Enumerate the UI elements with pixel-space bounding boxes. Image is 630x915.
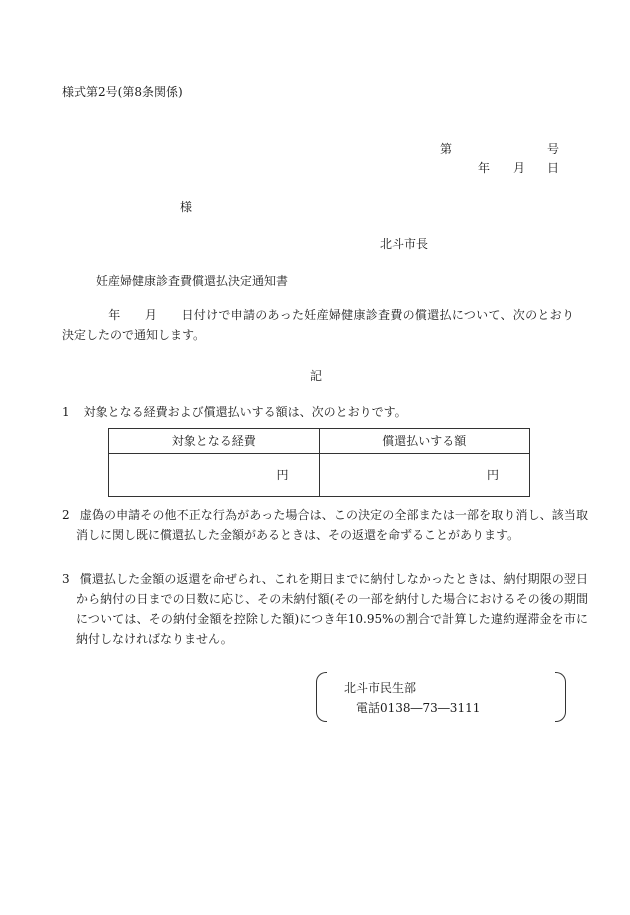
amount-table <box>108 428 530 497</box>
intro-text: 日付けで申請のあった妊産婦健康診査費の償還払について、次のとおり決定したので通知します。 <box>62 308 574 342</box>
issuer: 北斗市長 <box>380 237 429 251</box>
date-month: 月 <box>513 161 526 175</box>
intro-month: 月 <box>144 308 158 322</box>
contact-phone: 電話0138―73―3111 <box>356 701 481 715</box>
right-bracket <box>555 672 566 722</box>
date-year: 年 <box>478 161 491 175</box>
addressee-suffix: 様 <box>180 200 193 214</box>
date-day: 日 <box>547 161 560 175</box>
table-header-expense: 対象となる経費 <box>109 429 320 454</box>
item-1-number: 1 <box>62 405 70 419</box>
left-bracket <box>316 672 327 722</box>
item-1-text: 対象となる経費および償還払いする額は、次のとおりです。 <box>83 405 407 419</box>
table-row <box>109 454 530 497</box>
form-label: 様式第2号(第8条関係) <box>62 85 183 99</box>
item-1 <box>62 406 407 418</box>
contact-department: 北斗市民生部 <box>344 681 417 695</box>
table-header-row <box>109 429 530 454</box>
intro-year: 年 <box>108 308 121 322</box>
amount-cell: 円 <box>319 454 530 497</box>
intro-paragraph <box>62 305 574 345</box>
item-3-text: 償還払した金額の返還を命ぜられ、これを期日までに納付しなかったときは、納付期限の翌日から納付の日までの日数に応じ、その未納付額(その一部を納付した場合におけるその後の期間については、その納付金額を控除した額)につき年10.95%の割合で計算した違約遅滞金を市に納付しなければなりません。 <box>76 572 588 646</box>
item-3 <box>62 569 588 649</box>
item-2-number: 2 <box>62 508 70 522</box>
table-header-amount: 償還払いする額 <box>319 429 530 454</box>
ki-heading: 記 <box>310 369 323 383</box>
contact-box <box>316 672 566 722</box>
item-2-text: 虚偽の申請その他不正な行為があった場合は、この決定の全部または一部を取り消し、該当取消しに関し既に償還払した金額があるときは、その返還を命ずることがあります。 <box>76 508 588 542</box>
expense-cell: 円 <box>109 454 320 497</box>
document-number-suffix: 号 <box>547 142 560 156</box>
document-title: 妊産婦健康診査費償還払決定通知書 <box>96 274 289 288</box>
item-2 <box>62 505 588 545</box>
document-number-prefix: 第 <box>440 142 453 156</box>
item-3-number: 3 <box>62 572 70 586</box>
